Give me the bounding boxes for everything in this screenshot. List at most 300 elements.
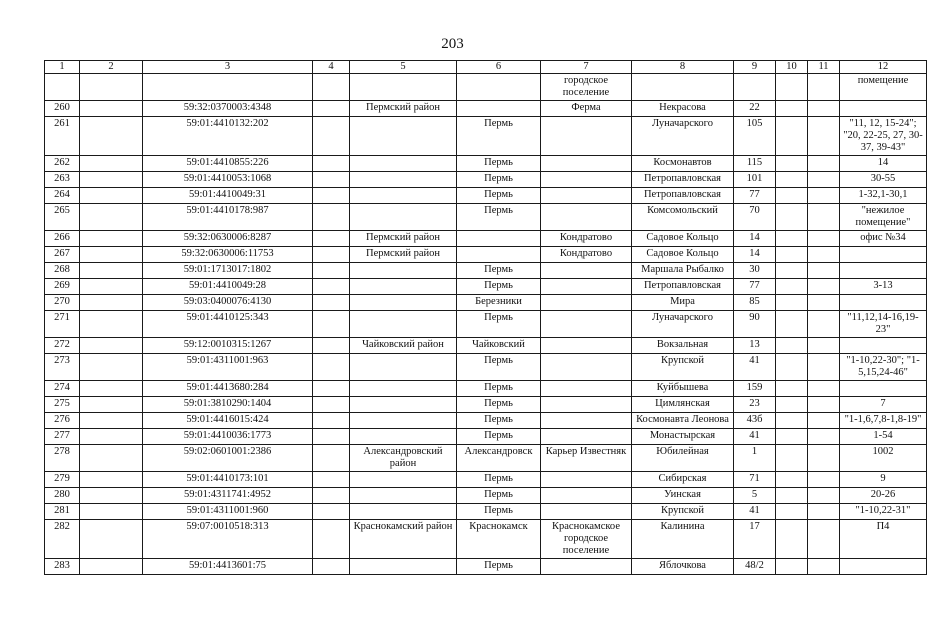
table-row bbox=[45, 101, 927, 117]
table-cell: 59:01:4410178:987 bbox=[143, 204, 313, 231]
table-cell: 20-26 bbox=[840, 488, 927, 504]
table-cell: 270 bbox=[45, 295, 80, 311]
table-cell: 23 bbox=[734, 397, 776, 413]
table-cell: 59:01:4416015:424 bbox=[143, 413, 313, 429]
table-cell: 271 bbox=[45, 311, 80, 338]
table-cell bbox=[840, 247, 927, 263]
table-cell bbox=[350, 172, 457, 188]
table-cell bbox=[808, 101, 840, 117]
table-row bbox=[45, 338, 927, 354]
table-cell: Пермь bbox=[457, 504, 541, 520]
table-cell: Пермь bbox=[457, 488, 541, 504]
table-cell: городское поселение bbox=[541, 74, 632, 101]
table-cell bbox=[541, 338, 632, 354]
table-cell: Пермь bbox=[457, 472, 541, 488]
table-cell: 281 bbox=[45, 504, 80, 520]
table-cell bbox=[80, 204, 143, 231]
table-cell: 59:01:4410173:101 bbox=[143, 472, 313, 488]
table-cell bbox=[808, 188, 840, 204]
table-cell bbox=[808, 488, 840, 504]
table-cell bbox=[350, 429, 457, 445]
table-cell: 278 bbox=[45, 445, 80, 472]
table-cell bbox=[776, 413, 808, 429]
table-cell: 30-55 bbox=[840, 172, 927, 188]
table-cell bbox=[313, 204, 350, 231]
table-cell bbox=[80, 488, 143, 504]
table-cell: 59:01:1713017:1802 bbox=[143, 263, 313, 279]
table-cell bbox=[632, 74, 734, 101]
table-cell bbox=[80, 247, 143, 263]
table-cell: Некрасова bbox=[632, 101, 734, 117]
table-cell bbox=[80, 101, 143, 117]
table-cell bbox=[541, 156, 632, 172]
table-row bbox=[45, 172, 927, 188]
column-header-12: 12 bbox=[840, 61, 927, 74]
table-cell: 9 bbox=[840, 472, 927, 488]
table-cell bbox=[457, 231, 541, 247]
table-cell bbox=[80, 279, 143, 295]
table-cell: Садовое Кольцо bbox=[632, 231, 734, 247]
table-cell bbox=[350, 74, 457, 101]
table-cell bbox=[808, 472, 840, 488]
table-cell bbox=[541, 311, 632, 338]
table-cell: Александровский район bbox=[350, 445, 457, 472]
table-cell bbox=[808, 397, 840, 413]
table-cell: Вокзальная bbox=[632, 338, 734, 354]
table-cell bbox=[313, 381, 350, 397]
table-cell bbox=[776, 472, 808, 488]
page-number: 203 bbox=[441, 36, 464, 52]
table-cell: Пермь bbox=[457, 559, 541, 575]
table-cell bbox=[350, 472, 457, 488]
table-cell: Карьер Известняк bbox=[541, 445, 632, 472]
table-cell: Краснокамское городское поселение bbox=[541, 520, 632, 559]
column-header-3: 3 bbox=[143, 61, 313, 74]
table-cell bbox=[313, 520, 350, 559]
table-cell bbox=[541, 117, 632, 156]
table-row bbox=[45, 504, 927, 520]
table-cell: Пермский район bbox=[350, 247, 457, 263]
table-cell: 30 bbox=[734, 263, 776, 279]
table-cell bbox=[776, 381, 808, 397]
table-cell: 260 bbox=[45, 101, 80, 117]
table-cell bbox=[808, 204, 840, 231]
table-cell: 261 bbox=[45, 117, 80, 156]
table-cell: Пермский район bbox=[350, 101, 457, 117]
table-cell bbox=[840, 263, 927, 279]
table-cell: 264 bbox=[45, 188, 80, 204]
table-cell bbox=[776, 101, 808, 117]
table-cell bbox=[80, 381, 143, 397]
table-cell: 59:32:0370003:4348 bbox=[143, 101, 313, 117]
table-cell bbox=[541, 188, 632, 204]
table-row bbox=[45, 74, 927, 101]
table-cell: 59:01:4311741:4952 bbox=[143, 488, 313, 504]
table-cell bbox=[313, 338, 350, 354]
table-cell bbox=[840, 381, 927, 397]
table-cell: офис №34 bbox=[840, 231, 927, 247]
table-cell bbox=[80, 74, 143, 101]
table-cell: 279 bbox=[45, 472, 80, 488]
table-cell: 41 bbox=[734, 429, 776, 445]
table-cell: 105 bbox=[734, 117, 776, 156]
table-cell bbox=[808, 231, 840, 247]
column-header-10: 10 bbox=[776, 61, 808, 74]
table-cell bbox=[80, 559, 143, 575]
table-cell: Комсомольский bbox=[632, 204, 734, 231]
table-cell bbox=[313, 413, 350, 429]
column-header-4: 4 bbox=[313, 61, 350, 74]
column-header-5: 5 bbox=[350, 61, 457, 74]
table-cell: Петропавловская bbox=[632, 188, 734, 204]
table-cell bbox=[80, 429, 143, 445]
table-cell bbox=[313, 445, 350, 472]
table-cell bbox=[313, 295, 350, 311]
table-cell bbox=[350, 295, 457, 311]
table-cell bbox=[541, 472, 632, 488]
column-header-11: 11 bbox=[808, 61, 840, 74]
table-cell bbox=[808, 263, 840, 279]
table-row bbox=[45, 279, 927, 295]
table-cell: Уинская bbox=[632, 488, 734, 504]
table-cell bbox=[80, 231, 143, 247]
table-cell bbox=[541, 559, 632, 575]
table-row bbox=[45, 488, 927, 504]
column-header-6: 6 bbox=[457, 61, 541, 74]
table-cell: Чайковский bbox=[457, 338, 541, 354]
table-cell: 59:01:3810290:1404 bbox=[143, 397, 313, 413]
table-cell bbox=[350, 413, 457, 429]
table-cell: 71 bbox=[734, 472, 776, 488]
table-cell bbox=[808, 74, 840, 101]
table-cell: Пермь bbox=[457, 354, 541, 381]
table-cell bbox=[45, 74, 80, 101]
table-cell bbox=[776, 445, 808, 472]
table-cell bbox=[313, 472, 350, 488]
table-cell bbox=[808, 413, 840, 429]
table-cell: 70 bbox=[734, 204, 776, 231]
table-cell bbox=[840, 101, 927, 117]
table-cell: Садовое Кольцо bbox=[632, 247, 734, 263]
table-cell: Петропавловская bbox=[632, 172, 734, 188]
table-cell bbox=[80, 188, 143, 204]
table-cell: 59:01:4311001:963 bbox=[143, 354, 313, 381]
table-cell: "11,12,14-16,19-23" bbox=[840, 311, 927, 338]
table-cell bbox=[313, 117, 350, 156]
table-cell: 14 bbox=[840, 156, 927, 172]
table-cell bbox=[776, 204, 808, 231]
table-cell: 101 bbox=[734, 172, 776, 188]
table-cell bbox=[541, 263, 632, 279]
table-cell: Пермь bbox=[457, 413, 541, 429]
table-cell: Калинина bbox=[632, 520, 734, 559]
table-cell bbox=[313, 263, 350, 279]
table-cell: 283 bbox=[45, 559, 80, 575]
table-cell: Космонавта Леонова bbox=[632, 413, 734, 429]
table-cell bbox=[776, 117, 808, 156]
table-cell bbox=[541, 397, 632, 413]
table-cell: 59:01:4410855:226 bbox=[143, 156, 313, 172]
table-cell: 41 bbox=[734, 504, 776, 520]
table-cell: 1-32,1-30,1 bbox=[840, 188, 927, 204]
table-cell: 59:03:0400076:4130 bbox=[143, 295, 313, 311]
table-row bbox=[45, 472, 927, 488]
table-row bbox=[45, 354, 927, 381]
table-cell bbox=[313, 247, 350, 263]
table-cell bbox=[313, 156, 350, 172]
table-cell bbox=[808, 338, 840, 354]
table-cell bbox=[808, 172, 840, 188]
table-cell bbox=[313, 504, 350, 520]
table-cell: 14 bbox=[734, 247, 776, 263]
table-cell bbox=[776, 231, 808, 247]
table-cell: 1-54 bbox=[840, 429, 927, 445]
table-cell bbox=[808, 311, 840, 338]
table-cell: Юбилейная bbox=[632, 445, 734, 472]
table-cell: Маршала Рыбалко bbox=[632, 263, 734, 279]
table-cell bbox=[350, 204, 457, 231]
table-cell: "11, 12, 15-24"; "20, 22-25, 27, 30-37, 39-43" bbox=[840, 117, 927, 156]
table-cell bbox=[776, 559, 808, 575]
table-cell: 13 bbox=[734, 338, 776, 354]
table-cell: Цимлянская bbox=[632, 397, 734, 413]
table-cell: 77 bbox=[734, 279, 776, 295]
table-cell bbox=[80, 504, 143, 520]
table-cell bbox=[808, 445, 840, 472]
table-row bbox=[45, 445, 927, 472]
table-cell bbox=[350, 397, 457, 413]
table-row bbox=[45, 247, 927, 263]
table-cell bbox=[350, 559, 457, 575]
table-cell: 85 bbox=[734, 295, 776, 311]
table-cell bbox=[776, 172, 808, 188]
table-cell bbox=[313, 172, 350, 188]
table-cell: 5 bbox=[734, 488, 776, 504]
table-cell bbox=[808, 504, 840, 520]
table-row bbox=[45, 397, 927, 413]
table-cell bbox=[808, 354, 840, 381]
table-cell bbox=[808, 295, 840, 311]
table-cell: Крупской bbox=[632, 354, 734, 381]
table-cell: Куйбышева bbox=[632, 381, 734, 397]
table-cell: 59:32:0630006:11753 bbox=[143, 247, 313, 263]
table-cell: Кондратово bbox=[541, 247, 632, 263]
table-body bbox=[45, 74, 927, 575]
table-cell: Крупской bbox=[632, 504, 734, 520]
table-cell bbox=[80, 156, 143, 172]
table-cell: 59:32:0630006:8287 bbox=[143, 231, 313, 247]
table-cell: Монастырская bbox=[632, 429, 734, 445]
table-cell: 268 bbox=[45, 263, 80, 279]
table-row bbox=[45, 429, 927, 445]
table-cell bbox=[808, 559, 840, 575]
table-cell: 59:02:0601001:2386 bbox=[143, 445, 313, 472]
table-cell: 262 bbox=[45, 156, 80, 172]
table-row bbox=[45, 413, 927, 429]
table-row bbox=[45, 559, 927, 575]
table-cell: 1002 bbox=[840, 445, 927, 472]
table-cell: 59:01:4311001:960 bbox=[143, 504, 313, 520]
table-cell: 7 bbox=[840, 397, 927, 413]
table-cell: помещение bbox=[840, 74, 927, 101]
table-cell bbox=[350, 279, 457, 295]
table-cell: 1 bbox=[734, 445, 776, 472]
table-cell bbox=[80, 263, 143, 279]
table-cell bbox=[80, 295, 143, 311]
table-cell: 280 bbox=[45, 488, 80, 504]
table-cell bbox=[313, 188, 350, 204]
table-cell bbox=[313, 74, 350, 101]
table-cell bbox=[776, 279, 808, 295]
table-cell: 59:01:4410132:202 bbox=[143, 117, 313, 156]
table-cell bbox=[541, 354, 632, 381]
table-cell: П4 bbox=[840, 520, 927, 559]
table-cell: "нежилое помещение" bbox=[840, 204, 927, 231]
table-row bbox=[45, 520, 927, 559]
table-cell: 274 bbox=[45, 381, 80, 397]
table-cell: Пермь bbox=[457, 311, 541, 338]
table-cell: 59:01:4413680:284 bbox=[143, 381, 313, 397]
table-cell: 41 bbox=[734, 354, 776, 381]
table-cell bbox=[80, 520, 143, 559]
table-cell bbox=[350, 311, 457, 338]
table-cell bbox=[313, 279, 350, 295]
table-cell bbox=[313, 311, 350, 338]
table-cell: 22 bbox=[734, 101, 776, 117]
table-cell bbox=[776, 247, 808, 263]
table-cell: "1-10,22-30"; "1-5,15,24-46" bbox=[840, 354, 927, 381]
table-cell: Пермь bbox=[457, 188, 541, 204]
table-cell bbox=[541, 279, 632, 295]
table-cell bbox=[776, 156, 808, 172]
registry-table bbox=[44, 60, 927, 575]
table-cell bbox=[80, 117, 143, 156]
table-cell bbox=[457, 74, 541, 101]
table-cell bbox=[776, 295, 808, 311]
table-cell bbox=[776, 520, 808, 559]
table-cell: 14 bbox=[734, 231, 776, 247]
table-cell bbox=[808, 279, 840, 295]
table-cell: 3-13 bbox=[840, 279, 927, 295]
table-cell bbox=[541, 172, 632, 188]
table-cell bbox=[313, 429, 350, 445]
table-cell: Луначарского bbox=[632, 311, 734, 338]
table-cell: 277 bbox=[45, 429, 80, 445]
table-cell: 275 bbox=[45, 397, 80, 413]
table-cell bbox=[350, 117, 457, 156]
table-cell bbox=[776, 338, 808, 354]
table-row bbox=[45, 311, 927, 338]
table-cell: 267 bbox=[45, 247, 80, 263]
table-cell: 59:01:4410125:343 bbox=[143, 311, 313, 338]
table-cell: Кондратово bbox=[541, 231, 632, 247]
column-header-7: 7 bbox=[541, 61, 632, 74]
table-cell: Пермский район bbox=[350, 231, 457, 247]
table-cell bbox=[541, 429, 632, 445]
table-cell: Ферма bbox=[541, 101, 632, 117]
table-cell: Пермь bbox=[457, 156, 541, 172]
table-cell: Пермь bbox=[457, 263, 541, 279]
table-cell: Краснокамский район bbox=[350, 520, 457, 559]
table-cell: Чайковский район bbox=[350, 338, 457, 354]
table-cell bbox=[541, 381, 632, 397]
table-cell: 17 bbox=[734, 520, 776, 559]
table-row bbox=[45, 295, 927, 311]
table-cell: Сибирская bbox=[632, 472, 734, 488]
table-cell bbox=[808, 429, 840, 445]
table-cell: 272 bbox=[45, 338, 80, 354]
table-cell bbox=[350, 488, 457, 504]
table-cell bbox=[776, 354, 808, 381]
table-cell: Луначарского bbox=[632, 117, 734, 156]
table-cell: 59:07:0010518:313 bbox=[143, 520, 313, 559]
table-cell: "1-10,22-31" bbox=[840, 504, 927, 520]
table-cell bbox=[313, 488, 350, 504]
table-cell: 48/2 bbox=[734, 559, 776, 575]
table-cell bbox=[541, 488, 632, 504]
table-cell: 59:01:4410049:28 bbox=[143, 279, 313, 295]
table-cell bbox=[541, 204, 632, 231]
table-cell: 90 bbox=[734, 311, 776, 338]
table-cell: 265 bbox=[45, 204, 80, 231]
table-cell bbox=[808, 247, 840, 263]
table-cell bbox=[734, 74, 776, 101]
column-header-8: 8 bbox=[632, 61, 734, 74]
table-cell bbox=[143, 74, 313, 101]
table-cell: Пермь bbox=[457, 397, 541, 413]
table-cell: 59:12:0010315:1267 bbox=[143, 338, 313, 354]
table-cell: Пермь bbox=[457, 279, 541, 295]
table-cell: 59:01:4413601:75 bbox=[143, 559, 313, 575]
table-cell bbox=[313, 354, 350, 381]
table-cell: 59:01:4410049:31 bbox=[143, 188, 313, 204]
table-cell: Пермь bbox=[457, 172, 541, 188]
table-cell bbox=[350, 263, 457, 279]
table-cell bbox=[313, 231, 350, 247]
table-cell: 282 bbox=[45, 520, 80, 559]
table-cell bbox=[776, 488, 808, 504]
table-cell: 59:01:4410053:1068 bbox=[143, 172, 313, 188]
table-cell bbox=[80, 172, 143, 188]
table-cell: Пермь bbox=[457, 381, 541, 397]
table-cell: 59:01:4410036:1773 bbox=[143, 429, 313, 445]
table-cell: "1-1,6,7,8-1,8-19" bbox=[840, 413, 927, 429]
table-cell bbox=[776, 311, 808, 338]
table-cell bbox=[80, 354, 143, 381]
table-cell bbox=[808, 520, 840, 559]
table-cell bbox=[350, 354, 457, 381]
table-cell bbox=[776, 263, 808, 279]
table-cell bbox=[776, 504, 808, 520]
table-cell: Пермь bbox=[457, 204, 541, 231]
table-cell: 276 bbox=[45, 413, 80, 429]
table-row bbox=[45, 188, 927, 204]
table-cell: Космонавтов bbox=[632, 156, 734, 172]
table-cell bbox=[840, 295, 927, 311]
table-cell bbox=[808, 117, 840, 156]
table-cell bbox=[80, 338, 143, 354]
table-cell: Краснокамск bbox=[457, 520, 541, 559]
table-row bbox=[45, 231, 927, 247]
table-cell bbox=[350, 381, 457, 397]
table-cell bbox=[457, 101, 541, 117]
table-cell: 263 bbox=[45, 172, 80, 188]
column-header-9: 9 bbox=[734, 61, 776, 74]
table-cell bbox=[808, 381, 840, 397]
table-cell: 269 bbox=[45, 279, 80, 295]
table-cell bbox=[313, 559, 350, 575]
table-cell bbox=[80, 472, 143, 488]
